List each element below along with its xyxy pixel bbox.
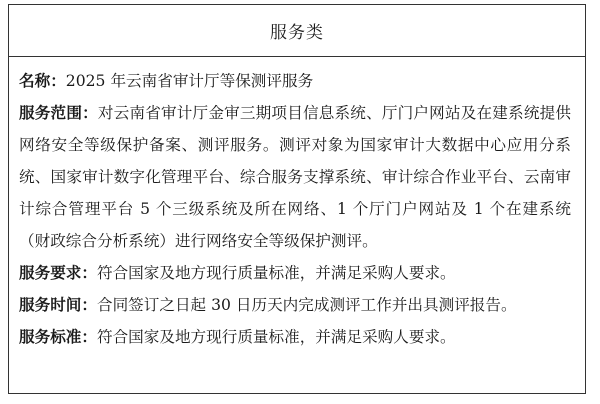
service-standard-label: 服务标准： xyxy=(19,327,97,346)
table-body xyxy=(9,57,585,353)
service-requirement-value: 符合国家及地方现行质量标准，并满足采购人要求。 xyxy=(96,264,456,282)
table-header: 服务类 xyxy=(9,5,585,57)
service-standard-value: 符合国家及地方现行质量标准，并满足采购人要求。 xyxy=(96,328,456,346)
service-scope-label: 服务范围： xyxy=(19,103,98,122)
service-time-row xyxy=(19,289,571,321)
service-table xyxy=(8,4,586,394)
service-scope-row xyxy=(19,97,571,257)
service-name-label: 名称： xyxy=(19,71,66,90)
service-time-label: 服务时间： xyxy=(19,295,97,314)
service-requirement-label: 服务要求： xyxy=(19,263,97,282)
service-name-value: 2025 年云南省审计厅等保测评服务 xyxy=(65,72,314,90)
service-name-row xyxy=(19,65,571,97)
service-requirement-row xyxy=(19,257,571,289)
service-scope-value: 对云南省审计厅金审三期项目信息系统、厅门户网站及在建系统提供网络安全等级保护备案、测评服务。测评对象为国家审计大数据中心应用分系统、国家审计数字化管理平台、综合服务支撑系统、审计综合作业平台、云南审计综合管理平台 5 个三级系统及所在网络、1 个厅门户网站及 1 个在建系统（财政综合分析系统）进行网络安全等级保护测评。 xyxy=(19,104,571,250)
service-time-value: 合同签订之日起 30 日历天内完成测评工作并出具测评报告。 xyxy=(96,296,517,314)
service-standard-row xyxy=(19,321,571,353)
